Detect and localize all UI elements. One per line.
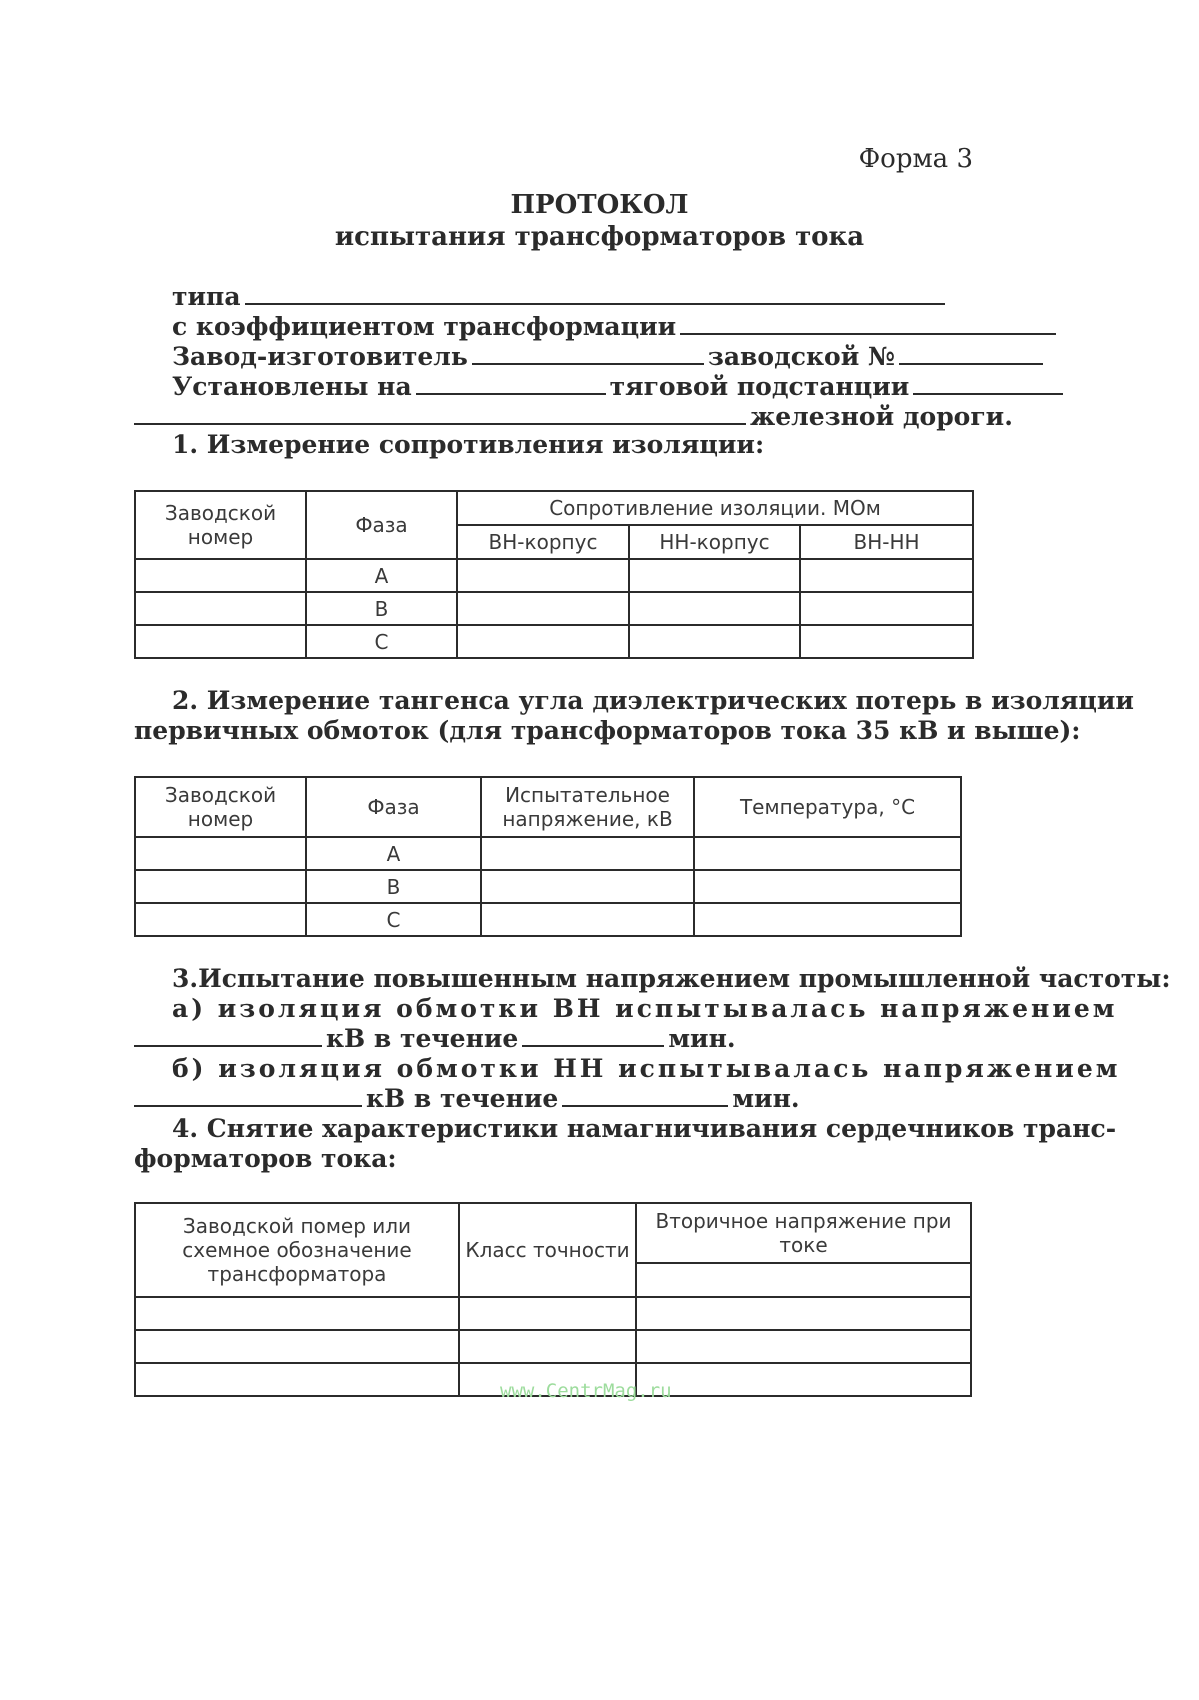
cell-value[interactable] bbox=[481, 837, 694, 870]
section2-heading-line1: 2. Измерение тангенса угла диэлектрических потерь в изоляции bbox=[172, 686, 1134, 715]
cell-serial[interactable] bbox=[135, 903, 306, 936]
hv-voltage-blank[interactable] bbox=[134, 1044, 322, 1047]
cell-value[interactable] bbox=[800, 625, 973, 658]
table-row bbox=[135, 1297, 971, 1330]
cell-class[interactable] bbox=[459, 1330, 636, 1363]
cell-designation[interactable] bbox=[135, 1297, 459, 1330]
manufacturer-field bbox=[172, 342, 1047, 371]
header-accuracy-class: Класс точности bbox=[459, 1203, 636, 1297]
cell-phase: С bbox=[306, 625, 457, 658]
table-row bbox=[135, 1330, 971, 1363]
cell-serial[interactable] bbox=[135, 837, 306, 870]
installed-blank[interactable] bbox=[416, 392, 606, 395]
header-serial: Заводской номер bbox=[135, 491, 306, 559]
cell-value[interactable] bbox=[629, 592, 800, 625]
watermark: www.CentrMag.ru bbox=[500, 1380, 672, 1402]
cell-designation[interactable] bbox=[135, 1363, 459, 1396]
cell-value[interactable] bbox=[481, 903, 694, 936]
cell-phase: А bbox=[306, 559, 457, 592]
dielectric-loss-table bbox=[134, 776, 962, 937]
table-row bbox=[135, 837, 961, 870]
installed-field bbox=[172, 372, 1067, 401]
section4-heading-line2: форматоров тока: bbox=[134, 1144, 397, 1173]
form-number: Форма 3 bbox=[858, 144, 973, 174]
cell-serial[interactable] bbox=[135, 592, 306, 625]
magnetization-table bbox=[134, 1202, 972, 1397]
cell-value[interactable] bbox=[629, 625, 800, 658]
substation-blank[interactable] bbox=[913, 392, 1063, 395]
section2-heading-line2: первичных обмоток (для трансформаторов тока 35 кВ и выше): bbox=[134, 716, 1081, 745]
manufacturer-label: Завод-изготовитель bbox=[172, 342, 468, 371]
cell-value[interactable] bbox=[694, 903, 961, 936]
ratio-field bbox=[172, 312, 1060, 341]
railway-label: железной дороги. bbox=[750, 402, 1013, 431]
section3-b-values bbox=[134, 1084, 800, 1113]
cell-value[interactable] bbox=[636, 1330, 971, 1363]
cell-value[interactable] bbox=[636, 1363, 971, 1396]
header-lv-case: НН-корпус bbox=[629, 525, 800, 559]
cell-value[interactable] bbox=[694, 870, 961, 903]
cell-serial[interactable] bbox=[135, 559, 306, 592]
lv-voltage-blank[interactable] bbox=[134, 1104, 362, 1107]
header-phase: Фаза bbox=[306, 777, 481, 837]
header-designation: Заводской помер или схемное обозначение трансформатора bbox=[135, 1203, 459, 1297]
railway-field bbox=[134, 402, 1013, 431]
serial-label: заводской № bbox=[707, 342, 896, 371]
cell-serial[interactable] bbox=[135, 625, 306, 658]
cell-value[interactable] bbox=[800, 592, 973, 625]
header-secondary-voltage: Вторичное напряжение при токе bbox=[636, 1203, 971, 1263]
kv-during-label: кВ в течение bbox=[366, 1084, 559, 1113]
header-hv-lv: ВН-НН bbox=[800, 525, 973, 559]
insulation-resistance-table bbox=[134, 490, 974, 659]
header-temperature: Температура, °С bbox=[694, 777, 961, 837]
document-title: ПРОТОКОЛ bbox=[510, 190, 689, 220]
section1-heading: 1. Измерение сопротивления изоляции: bbox=[172, 430, 765, 459]
cell-value[interactable] bbox=[694, 837, 961, 870]
ratio-blank[interactable] bbox=[680, 332, 1056, 335]
header-serial: Заводской номер bbox=[135, 777, 306, 837]
section3-a-line: а) изоляция обмотки ВН испытывалась напряжением bbox=[172, 994, 1118, 1023]
header-resistance: Сопротивление изоляции. МОм bbox=[457, 491, 973, 525]
cell-value[interactable] bbox=[800, 559, 973, 592]
cell-class[interactable] bbox=[459, 1297, 636, 1330]
cell-phase: А bbox=[306, 837, 481, 870]
hv-duration-blank[interactable] bbox=[522, 1044, 664, 1047]
table-row bbox=[135, 625, 973, 658]
header-hv-case: ВН-корпус bbox=[457, 525, 629, 559]
cell-value[interactable] bbox=[636, 1297, 971, 1330]
ratio-label: с коэффициентом трансформации bbox=[172, 312, 677, 341]
cell-phase: В bbox=[306, 870, 481, 903]
manufacturer-blank[interactable] bbox=[472, 362, 704, 365]
header-test-voltage: Испытательное напряжение, кВ bbox=[481, 777, 694, 837]
table-row bbox=[135, 592, 973, 625]
type-field bbox=[172, 282, 949, 311]
type-blank[interactable] bbox=[245, 302, 945, 305]
kv-during-label: кВ в течение bbox=[326, 1024, 519, 1053]
type-label: типа bbox=[172, 282, 241, 311]
cell-value[interactable] bbox=[457, 625, 629, 658]
installed-label: Установлены на bbox=[172, 372, 412, 401]
section3-heading: 3.Испытание повышенным напряжением промышленной частоты: bbox=[172, 964, 1171, 993]
table-row bbox=[135, 870, 961, 903]
header-phase: Фаза bbox=[306, 491, 457, 559]
railway-blank[interactable] bbox=[134, 422, 746, 425]
substation-label: тяговой подстанции bbox=[609, 372, 910, 401]
table-row bbox=[135, 559, 973, 592]
lv-duration-blank[interactable] bbox=[562, 1104, 728, 1107]
cell-current-value[interactable] bbox=[636, 1263, 971, 1297]
cell-designation[interactable] bbox=[135, 1330, 459, 1363]
cell-phase: С bbox=[306, 903, 481, 936]
cell-value[interactable] bbox=[629, 559, 800, 592]
cell-value[interactable] bbox=[457, 592, 629, 625]
cell-serial[interactable] bbox=[135, 870, 306, 903]
cell-value[interactable] bbox=[457, 559, 629, 592]
section4-heading-line1: 4. Снятие характеристики намагничивания сердечников транс- bbox=[172, 1114, 1117, 1143]
section3-b-line: б) изоляция обмотки НН испытывалась напряжением bbox=[172, 1054, 1121, 1083]
table-row bbox=[135, 903, 961, 936]
cell-value[interactable] bbox=[481, 870, 694, 903]
section3-a-values bbox=[134, 1024, 736, 1053]
min-label: мин. bbox=[668, 1024, 736, 1053]
serial-blank[interactable] bbox=[899, 362, 1043, 365]
document-subtitle: испытания трансформаторов тока bbox=[334, 222, 865, 252]
min-label: мин. bbox=[732, 1084, 800, 1113]
cell-phase: В bbox=[306, 592, 457, 625]
